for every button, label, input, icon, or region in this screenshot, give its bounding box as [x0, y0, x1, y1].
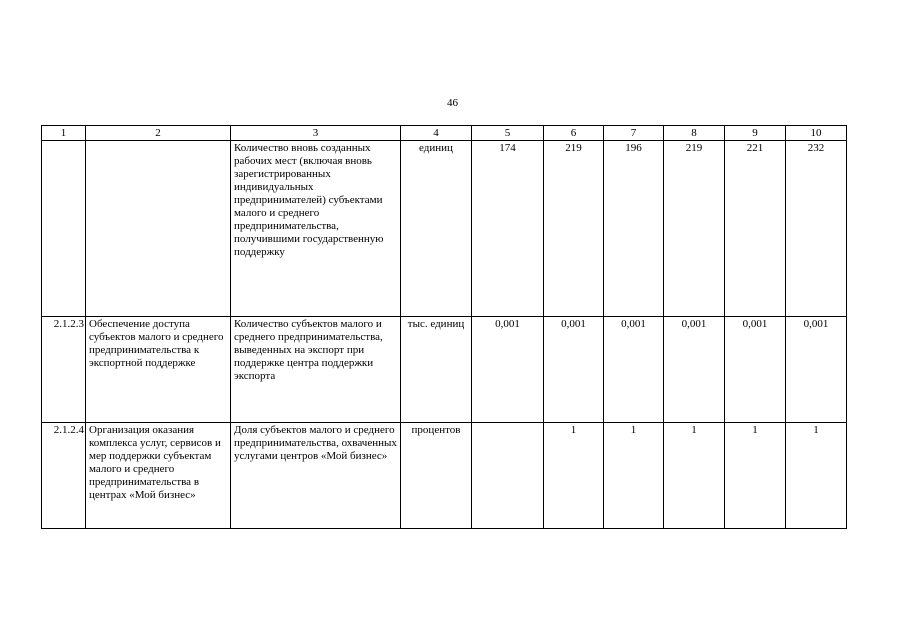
row-indicator: Количество субъектов малого и среднего предпринимательства, выведенных на экспорт при поддержке центра поддержки экспорта	[231, 317, 401, 423]
data-table	[41, 125, 847, 529]
column-header: 5	[472, 126, 544, 141]
row-code: 2.1.2.4	[42, 423, 86, 529]
column-header: 7	[604, 126, 664, 141]
column-header: 2	[86, 126, 231, 141]
row-value: 219	[664, 141, 725, 317]
table-row	[42, 141, 847, 317]
row-unit: тыс. единиц	[401, 317, 472, 423]
row-value: 196	[604, 141, 664, 317]
row-value: 1	[544, 423, 604, 529]
row-value: 0,001	[725, 317, 786, 423]
table-row	[42, 317, 847, 423]
row-code: 2.1.2.3	[42, 317, 86, 423]
row-unit: единиц	[401, 141, 472, 317]
table-row	[42, 423, 847, 529]
row-value: 174	[472, 141, 544, 317]
row-value: 0,001	[544, 317, 604, 423]
row-value: 1	[725, 423, 786, 529]
row-activity	[86, 141, 231, 317]
row-value: 0,001	[664, 317, 725, 423]
column-header: 9	[725, 126, 786, 141]
row-activity: Обеспечение доступа субъектов малого и среднего предпринимательства к экспортной поддержке	[86, 317, 231, 423]
row-indicator: Доля субъектов малого и среднего предпринимательства, охваченных услугами центров «Мой бизнес»	[231, 423, 401, 529]
row-value: 221	[725, 141, 786, 317]
column-header: 1	[42, 126, 86, 141]
row-code	[42, 141, 86, 317]
row-unit: процентов	[401, 423, 472, 529]
column-header: 10	[786, 126, 847, 141]
column-header: 3	[231, 126, 401, 141]
column-header: 4	[401, 126, 472, 141]
row-value: 0,001	[472, 317, 544, 423]
row-indicator: Количество вновь созданных рабочих мест (включая вновь зарегистрированных индивидуальных предпринимателей) субъектами малого и среднего предпринимательства, получившими государственную поддержку	[231, 141, 401, 317]
table-header-row	[42, 126, 847, 141]
row-value: 219	[544, 141, 604, 317]
column-header: 8	[664, 126, 725, 141]
row-value: 1	[664, 423, 725, 529]
row-value: 0,001	[786, 317, 847, 423]
row-activity: Организация оказания комплекса услуг, сервисов и мер поддержки субъектам малого и среднего предпринимательства в центрах «Мой бизнес»	[86, 423, 231, 529]
row-value: 232	[786, 141, 847, 317]
page-number: 46	[447, 97, 458, 109]
row-value: 1	[604, 423, 664, 529]
row-value	[472, 423, 544, 529]
row-value: 0,001	[604, 317, 664, 423]
column-header: 6	[544, 126, 604, 141]
row-value: 1	[786, 423, 847, 529]
